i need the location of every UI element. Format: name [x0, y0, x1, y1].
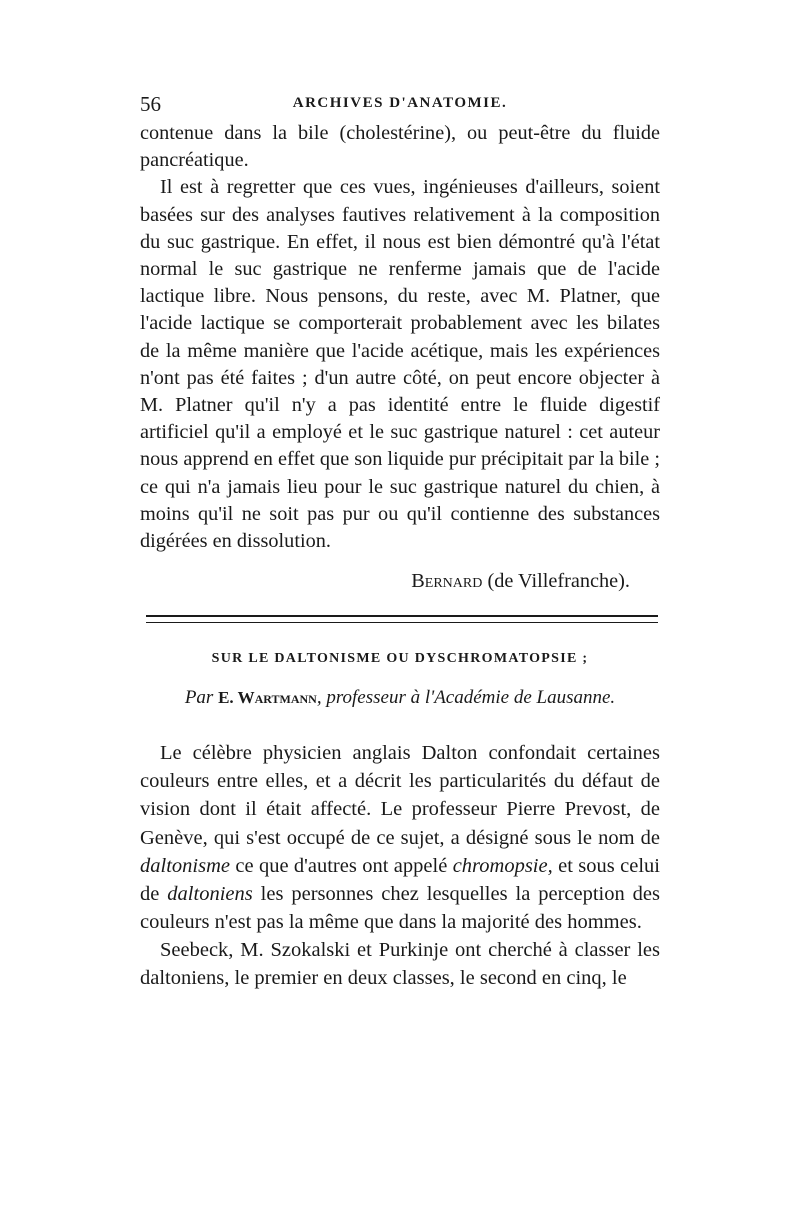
running-head	[140, 92, 660, 120]
body-paragraph: Il est à regretter que ces vues, ingénieuses d'ailleurs, soient basées sur des analyses fautives relativement à la composition du suc gastrique. En effet, il nous est bien démontré qu'à l'état normal le suc gastrique ne renferme jamais que de l'acide lactique libre. Nous pensons, du reste, avec M. Platner, que l'acide lactique se comporterait probablement avec les bilates de la même manière que l'acide acétique, mais les expériences n'ont pas été faites ; d'un autre côté, on peut encore objecter à M. Platner qu'il n'y a pas identité entre le fluide digestif artificiel qu'il a employé et le suc gastrique naturel : cet auteur nous apprend en effet que son liquide pur précipitait par la bile ; ce qui n'a jamais lieu pour le suc gastrique naturel du chien, à moins qu'il ne soit pas pur ou qu'il contienne des substances digérées en dissolution.	[140, 176, 661, 553]
term-daltoniens: daltoniens	[167, 882, 253, 905]
body-paragraph-2: Seebeck, M. Szokalski et Purkinje ont cherché à classer les daltoniens, le premier en deux classes, le second en cinq, le	[140, 938, 660, 989]
book-page	[140, 92, 660, 992]
second-article	[140, 651, 660, 992]
divider-thin-rule	[146, 622, 658, 623]
article-byline	[140, 687, 660, 709]
para1-start: Le célèbre physicien anglais Dalton confondait certaines couleurs entre elles, et a décrit les particularités du défaut de vision dont il était affecté. Le professeur Pierre Prevost, de Genève, qui s'est occupé de ce sujet, a désigné sous le nom de	[140, 742, 660, 849]
article-title: SUR LE DALTONISME OU DYSCHROMATOPSIE ;	[211, 651, 589, 667]
divider-thick-rule	[146, 615, 658, 617]
page-number: 56	[140, 92, 161, 116]
para1-mid1: ce que d'autres ont appelé	[235, 854, 448, 877]
signature-name: Bernard	[411, 570, 483, 593]
signature-place: (de Villefranche).	[487, 570, 630, 593]
byline-prefix: Par	[184, 687, 214, 709]
article-body	[140, 739, 660, 992]
author-signature	[140, 568, 660, 595]
body-paragraph-1	[140, 739, 660, 936]
continuation-paragraph: contenue dans la bile (cholestérine), ou peut-être du fluide pancréatique.	[140, 122, 660, 172]
para1-mid2: et sous celui de	[140, 854, 660, 905]
term-daltonisme: daltonisme	[140, 854, 230, 877]
running-title: ARCHIVES D'ANATOMIE.	[292, 95, 508, 111]
para1-end: les personnes chez lesquelles la perception des couleurs n'est pas la même que dans la majorité des hommes.	[140, 882, 661, 933]
byline-affiliation: , professeur à l'Académie de Lausanne.	[316, 687, 616, 709]
term-chromopsie: chromopsie,	[452, 854, 553, 877]
section-divider	[146, 615, 658, 623]
byline-author: E. Wartmann	[218, 688, 317, 708]
first-article	[140, 120, 660, 595]
